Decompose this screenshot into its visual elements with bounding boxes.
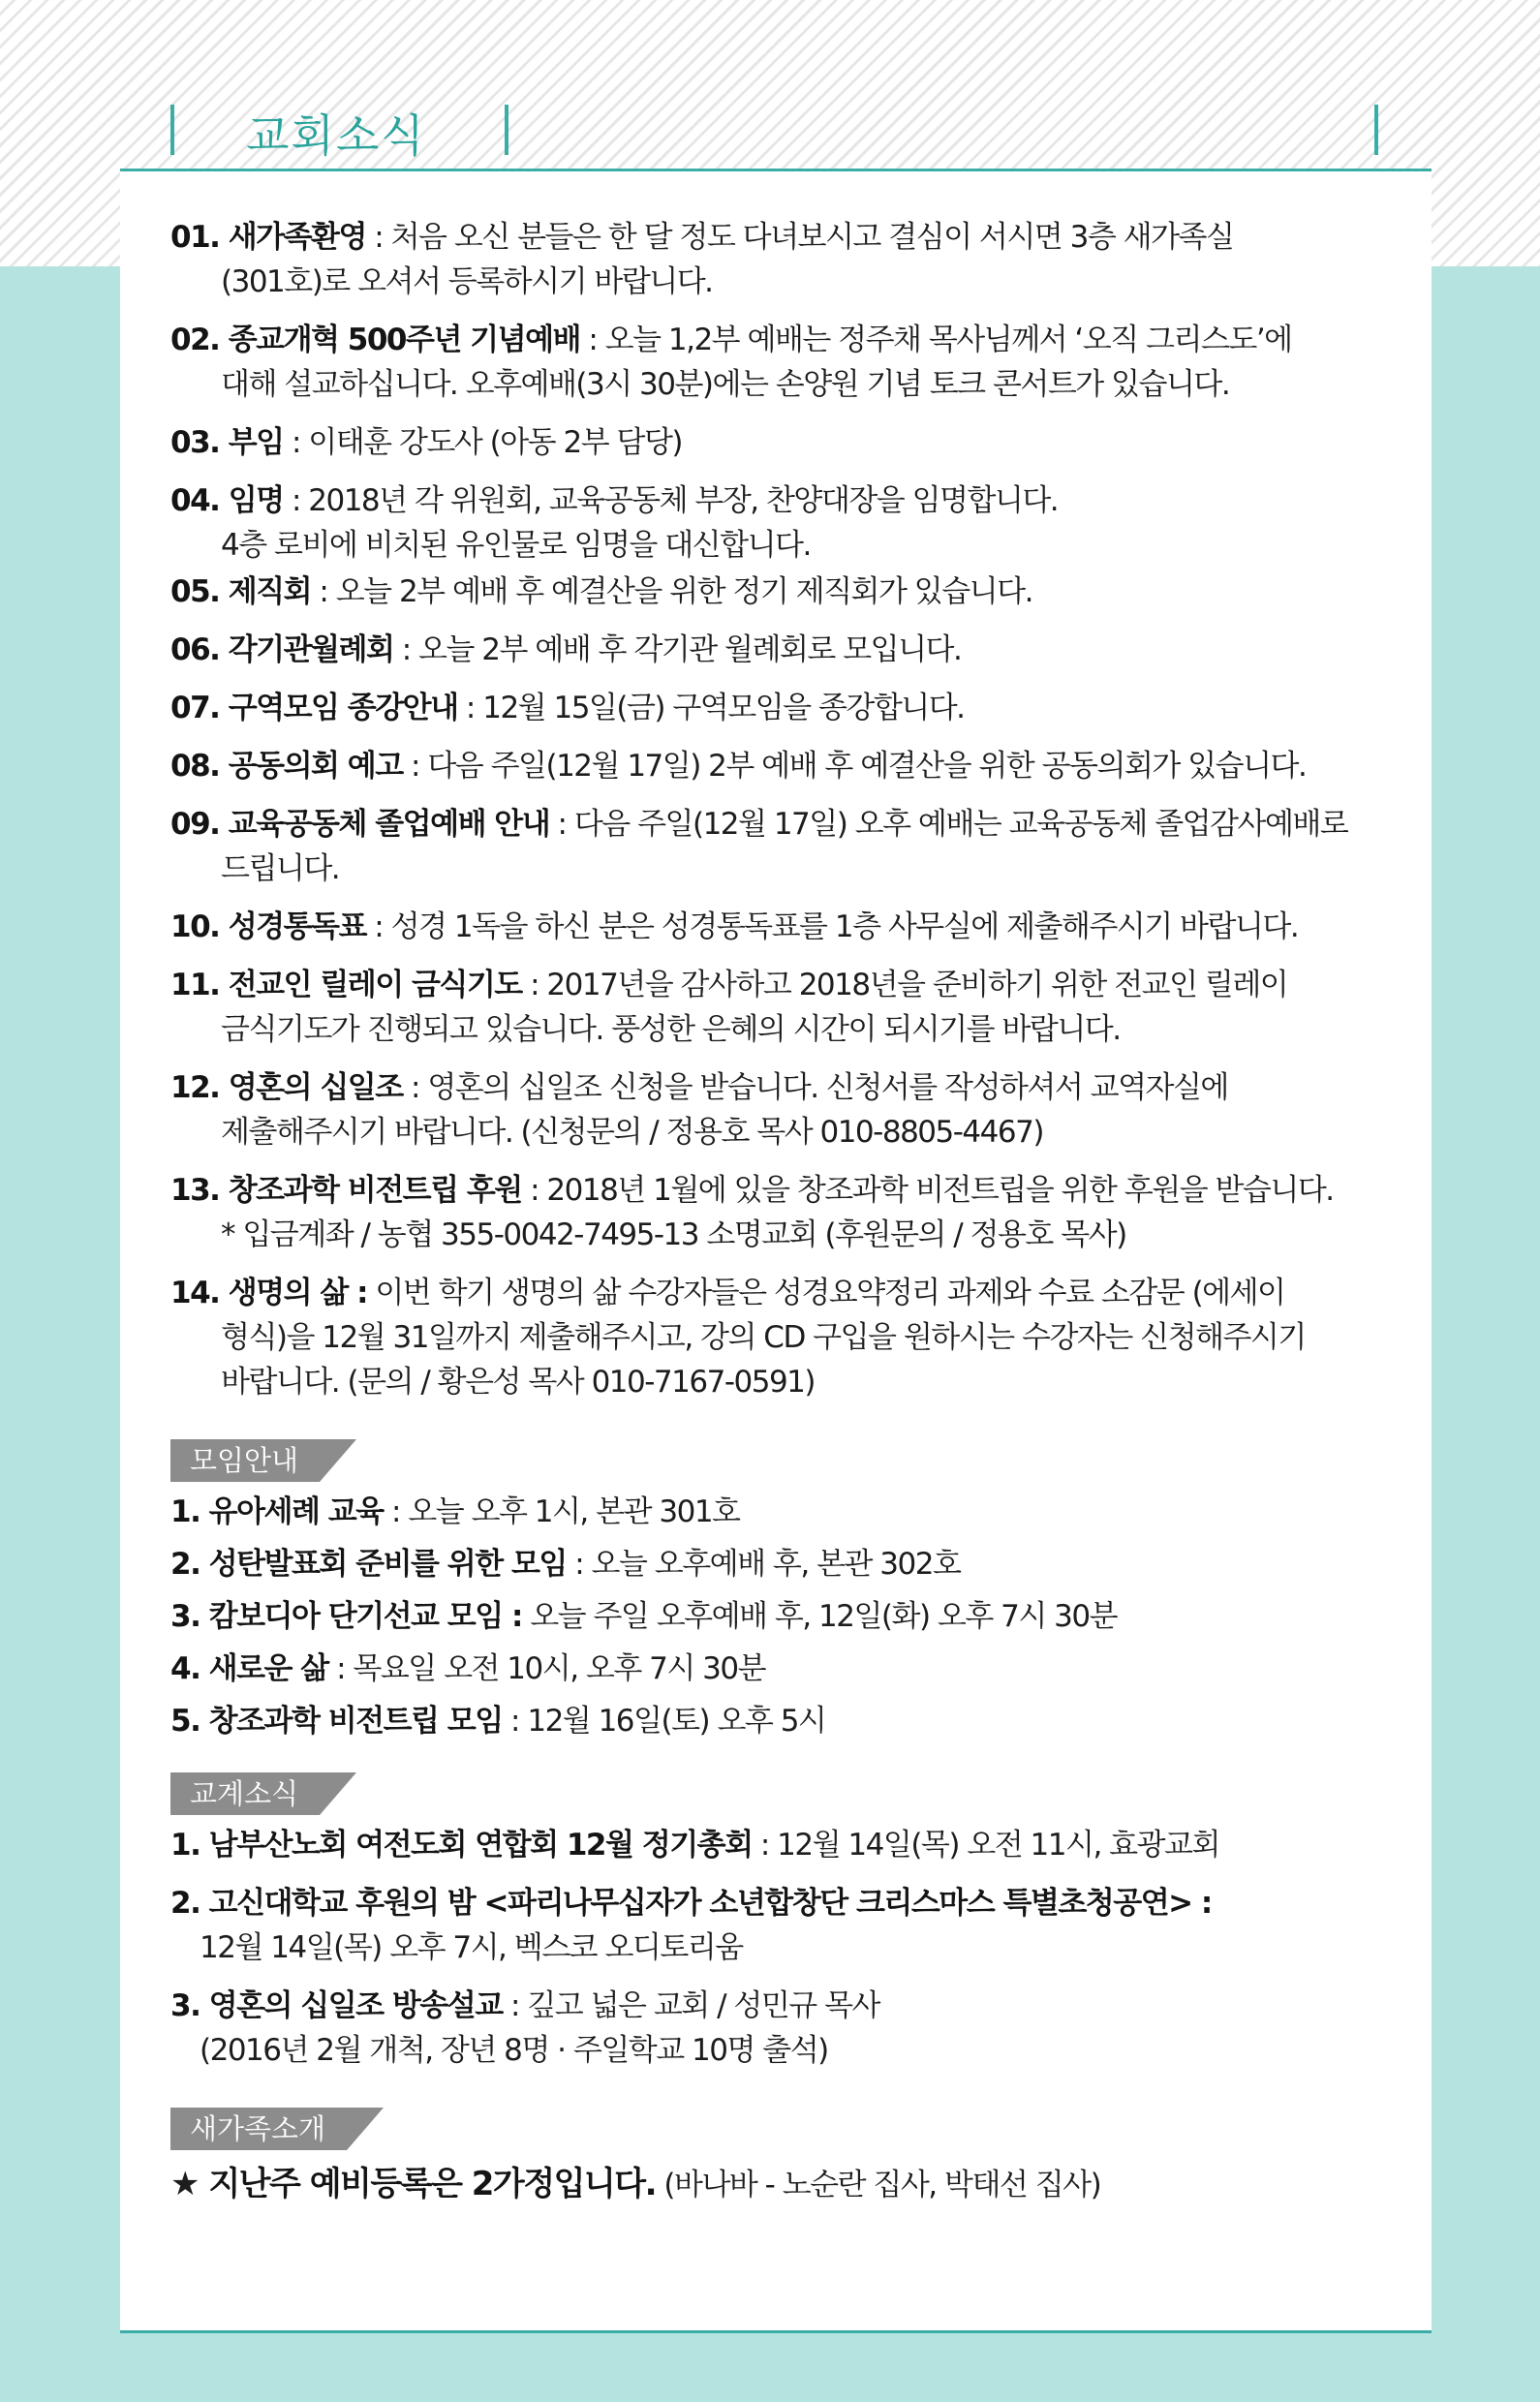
title-bar-right bbox=[1374, 105, 1378, 155]
news-item-14: 14. 생명의 삶 : 이번 학기 생명의 삶 수강자들은 성경요약정리 과제와 수료 소감문 (에세이 형식)을 12월 31일까지 제출해주시고, 강의 CD 구입을 원하시는 수강자는 신청해주시기 바랍니다. (문의 / 황은성 목사 010-7167-0591) bbox=[170, 1276, 1306, 1400]
news-item-04: 04. 임명 : 2018년 각 위원회, 교육공동체 부장, 찬양대장을 임명합니다. 4층 로비에 비치된 유인물로 임명을 대신합니다. bbox=[170, 483, 1059, 563]
news-item-01: 01. 새가족환영 : 처음 오신 분들은 한 달 정도 다녀보시고 결심이 서시면 3층 새가족실 (301호)로 오셔서 등록하시기 바랍니다. bbox=[170, 220, 1234, 299]
news-item-06: 06. 각기관월례회 : 오늘 2부 예배 후 각기관 월례회로 모입니다. bbox=[170, 632, 962, 667]
gathering-item-5: 5. 창조과학 비전트립 모임 : 12월 16일(토) 오후 5시 bbox=[170, 1704, 826, 1739]
denomination-item-3: 3. 영혼의 십일조 방송설교 : 깊고 넓은 교회 / 성민규 목사 (2016년 2월 개척, 장년 8명 · 주일학교 10명 출석) bbox=[170, 1988, 879, 2068]
news-item-02: 02. 종교개혁 500주년 기념예배 : 오늘 1,2부 예배는 정주채 목사님께서 ‘오직 그리스도’에 대해 설교하십니다. 오후예배(3시 30분)에는 손양원 기념 토크 콘서트가 있습니다. bbox=[170, 323, 1292, 402]
new-family-notice: ★ 지난주 예비등록은 2가정입니다. (바나바 - 노순란 집사, 박태선 집사) bbox=[170, 2165, 1101, 2203]
denomination-item-1: 1. 남부산노회 여전도회 연합회 12월 정기총회 : 12월 14일(목) 오전 11시, 효광교회 bbox=[170, 1828, 1219, 1863]
news-item-10: 10. 성경통독표 : 성경 1독을 하신 분은 성경통독표를 1층 사무실에 제출해주시기 바랍니다. bbox=[170, 909, 1299, 944]
denomination-header: 교계소식 bbox=[170, 1772, 320, 1815]
news-item-13: 13. 창조과학 비전트립 후원 : 2018년 1월에 있을 창조과학 비전트립을 위한 후원을 받습니다. * 입금계좌 / 농협 355-0042-7495-13 소명교회 (후원문의 / 정용호 목사) bbox=[170, 1173, 1334, 1252]
star-icon: ★ bbox=[170, 2165, 199, 2203]
news-item-12: 12. 영혼의 십일조 : 영혼의 십일조 신청을 받습니다. 신청서를 작성하셔서 교역자실에 제출해주시기 바랍니다. (신청문의 / 정용호 목사 010-8805-4467) bbox=[170, 1070, 1228, 1150]
title-bar-left bbox=[170, 105, 174, 155]
new-family-header: 새가족소개 bbox=[170, 2108, 347, 2150]
section-title: 교회소식 bbox=[246, 109, 426, 162]
gathering-item-2: 2. 성탄발표회 준비를 위한 모임 : 오늘 오후예배 후, 본관 302호 bbox=[170, 1547, 961, 1582]
bulletin-content bbox=[170, 215, 1420, 2207]
gathering-header: 모임안내 bbox=[170, 1439, 320, 1482]
gathering-item-4: 4. 새로운 삶 : 목요일 오전 10시, 오후 7시 30분 bbox=[170, 1651, 766, 1686]
news-item-03: 03. 부임 : 이태훈 강도사 (아동 2부 담당) bbox=[170, 425, 682, 460]
title-bar-middle bbox=[505, 105, 508, 155]
gathering-item-3: 3. 캄보디아 단기선교 모임 : 오늘 주일 오후예배 후, 12일(화) 오후 7시 30분 bbox=[170, 1599, 1118, 1634]
news-item-07: 07. 구역모임 종강안내 : 12월 15일(금) 구역모임을 종강합니다. bbox=[170, 691, 965, 725]
news-item-09: 09. 교육공동체 졸업예배 안내 : 다음 주일(12월 17일) 오후 예배는 교육공동체 졸업감사예배로 드립니다. bbox=[170, 807, 1348, 886]
news-item-08: 08. 공동의회 예고 : 다음 주일(12월 17일) 2부 예배 후 예결산을 위한 공동의회가 있습니다. bbox=[170, 749, 1307, 784]
footer-divider bbox=[120, 2330, 1432, 2333]
gathering-item-1: 1. 유아세례 교육 : 오늘 오후 1시, 본관 301호 bbox=[170, 1494, 740, 1529]
news-item-11: 11. 전교인 릴레이 금식기도 : 2017년을 감사하고 2018년을 준비하기 위한 전교인 릴레이 금식기도가 진행되고 있습니다. 풍성한 은혜의 시간이 되시기를 바랍니다. bbox=[170, 968, 1288, 1047]
denomination-item-2: 2. 고신대학교 후원의 밤 <파리나무십자가 소년합창단 크리스마스 특별초청공연> : 12월 14일(목) 오후 7시, 벡스코 오디토리움 bbox=[170, 1886, 1212, 1965]
header-divider bbox=[120, 169, 1432, 171]
news-item-05: 05. 제직회 : 오늘 2부 예배 후 예결산을 위한 정기 제직회가 있습니다. bbox=[170, 574, 1032, 609]
